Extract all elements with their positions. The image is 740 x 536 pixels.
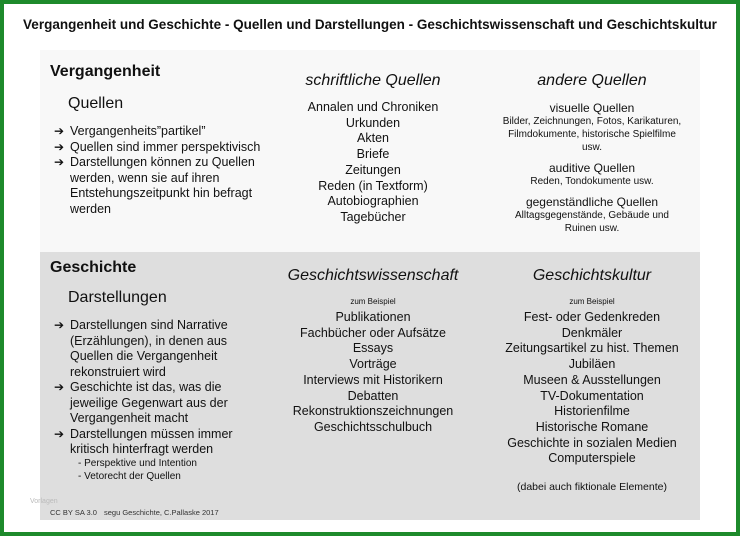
- arrow-icon: ➔: [54, 139, 65, 154]
- page-title: Vergangenheit und Geschichte - Quellen und Darstellungen - Geschichtswissenschaft und Geschichtskultur: [23, 17, 717, 32]
- schriftliche-quellen-list: [268, 100, 478, 226]
- list-item: Fachbücher oder Aufsätze: [300, 325, 446, 340]
- list-item: - Vetorecht der Quellen: [78, 470, 181, 482]
- list-item: Zeitungen: [345, 162, 401, 177]
- visuelle-quellen-title: visuelle Quellen: [549, 101, 635, 115]
- geschichte-bullet: ➔ Darstellungen sind Narrative (Erzählungen), in denen aus Quellen die Vergangenheit rekonstruiert wird: [54, 318, 228, 379]
- arrow-icon: ➔: [54, 124, 65, 138]
- geschichtskultur-heading: Geschichtskultur: [532, 267, 652, 284]
- list-item: Zeitungsartikel zu hist. Themen: [505, 341, 679, 356]
- gegenstaendliche-quellen-detail: Alltagsgegenstände, Gebäude und Ruinen usw.: [514, 210, 669, 234]
- list-item: Computerspiele: [548, 451, 636, 466]
- list-item: Autobiographien: [327, 194, 419, 209]
- arrow-icon: ➔: [54, 318, 65, 332]
- list-item: Debatten: [347, 388, 399, 403]
- visuelle-quellen-detail: Bilder, Zeichnungen, Fotos, Karikaturen, Filmdokumente, historische Spielfilme usw.: [502, 116, 682, 153]
- geschichtskultur-list: [488, 310, 696, 467]
- list-item: Historische Romane: [535, 419, 649, 434]
- vergangenheit-bullet: ➔ Darstellungen können zu Quellen werden, wenn sie auf ihren Entstehungszeitpunkt hin befragt werden: [54, 155, 255, 216]
- arrow-icon: ➔: [54, 155, 65, 169]
- list-item: Vorträge: [349, 357, 397, 372]
- list-item: Annalen und Chroniken: [307, 100, 439, 114]
- list-item: Denkmäler: [561, 325, 623, 340]
- geschichte-bullets: [54, 318, 262, 458]
- license-label: CC BY SA 3.0: [50, 508, 97, 517]
- arrow-icon: ➔: [54, 426, 65, 441]
- list-item: Interviews mit Historikern: [303, 372, 443, 387]
- credit-label: segu Geschichte, C.Pallaske 2017: [104, 508, 219, 517]
- auditive-quellen-title: auditive Quellen: [548, 161, 636, 175]
- list-item: Akten: [357, 131, 389, 146]
- list-item: Museen & Ausstellungen: [523, 372, 661, 387]
- schriftliche-quellen-heading: schriftliche Quellen: [305, 72, 441, 89]
- list-item: TV-Dokumentation: [540, 388, 644, 403]
- arrow-icon: ➔: [54, 380, 65, 394]
- list-item: Briefe: [356, 147, 390, 162]
- list-item: - Perspektive und Intention: [78, 458, 197, 469]
- andere-quellen-heading: andere Quellen: [537, 72, 647, 89]
- vergangenheit-bullet: ➔ Vergangenheits”partikel”: [54, 124, 206, 138]
- list-item: Rekonstruktionszeichnungen: [292, 404, 454, 419]
- list-item: Tagebücher: [340, 209, 406, 224]
- geschichtskultur-footnote: (dabei auch fiktionale Elemente): [516, 481, 667, 493]
- list-item: Fest- oder Gedenkreden: [523, 310, 661, 324]
- quellen-subheading: Quellen: [68, 95, 124, 112]
- list-item: Historienfilme: [554, 404, 630, 419]
- geschichtskultur-note: zum Beispiel: [569, 297, 615, 306]
- vergangenheit-bullets: [54, 124, 262, 217]
- geschichtswissenschaft-heading: Geschichtswissenschaft: [287, 267, 459, 284]
- geschichte-bullet: ➔ Geschichte ist das, was die jeweilige Gegenwart aus der Vergangenheit macht: [54, 380, 228, 425]
- gegenstaendliche-quellen-title: gegenständliche Quellen: [525, 195, 659, 209]
- auditive-quellen-detail: Reden, Tondokumente usw.: [530, 176, 654, 187]
- vergangenheit-bullet: ➔ Quellen sind immer perspektivisch: [54, 139, 261, 154]
- andere-quellen-list: [492, 101, 692, 235]
- darstellungen-subheading: Darstellungen: [68, 289, 167, 306]
- geschichte-heading: Geschichte: [50, 259, 137, 276]
- list-item: Urkunden: [345, 115, 401, 130]
- geschichte-bullet: ➔ Darstellungen müssen immer kritisch hinterfragt werden: [54, 426, 233, 456]
- geschichte-subitems: [54, 458, 286, 483]
- list-item: Reden (in Textform): [318, 178, 428, 193]
- list-item: Publikationen: [335, 310, 411, 324]
- geschichtswissenschaft-list: [262, 310, 484, 436]
- vergangenheit-heading: Vergangenheit: [50, 63, 161, 80]
- geschichtswissenschaft-note: zum Beispiel: [350, 297, 396, 306]
- list-item: Essays: [352, 341, 394, 356]
- list-item: Jubiläen: [568, 357, 616, 372]
- watermark: Vorlagen: [30, 498, 58, 505]
- list-item: Geschichte in sozialen Medien: [507, 435, 677, 450]
- list-item: Geschichtsschulbuch: [313, 419, 433, 434]
